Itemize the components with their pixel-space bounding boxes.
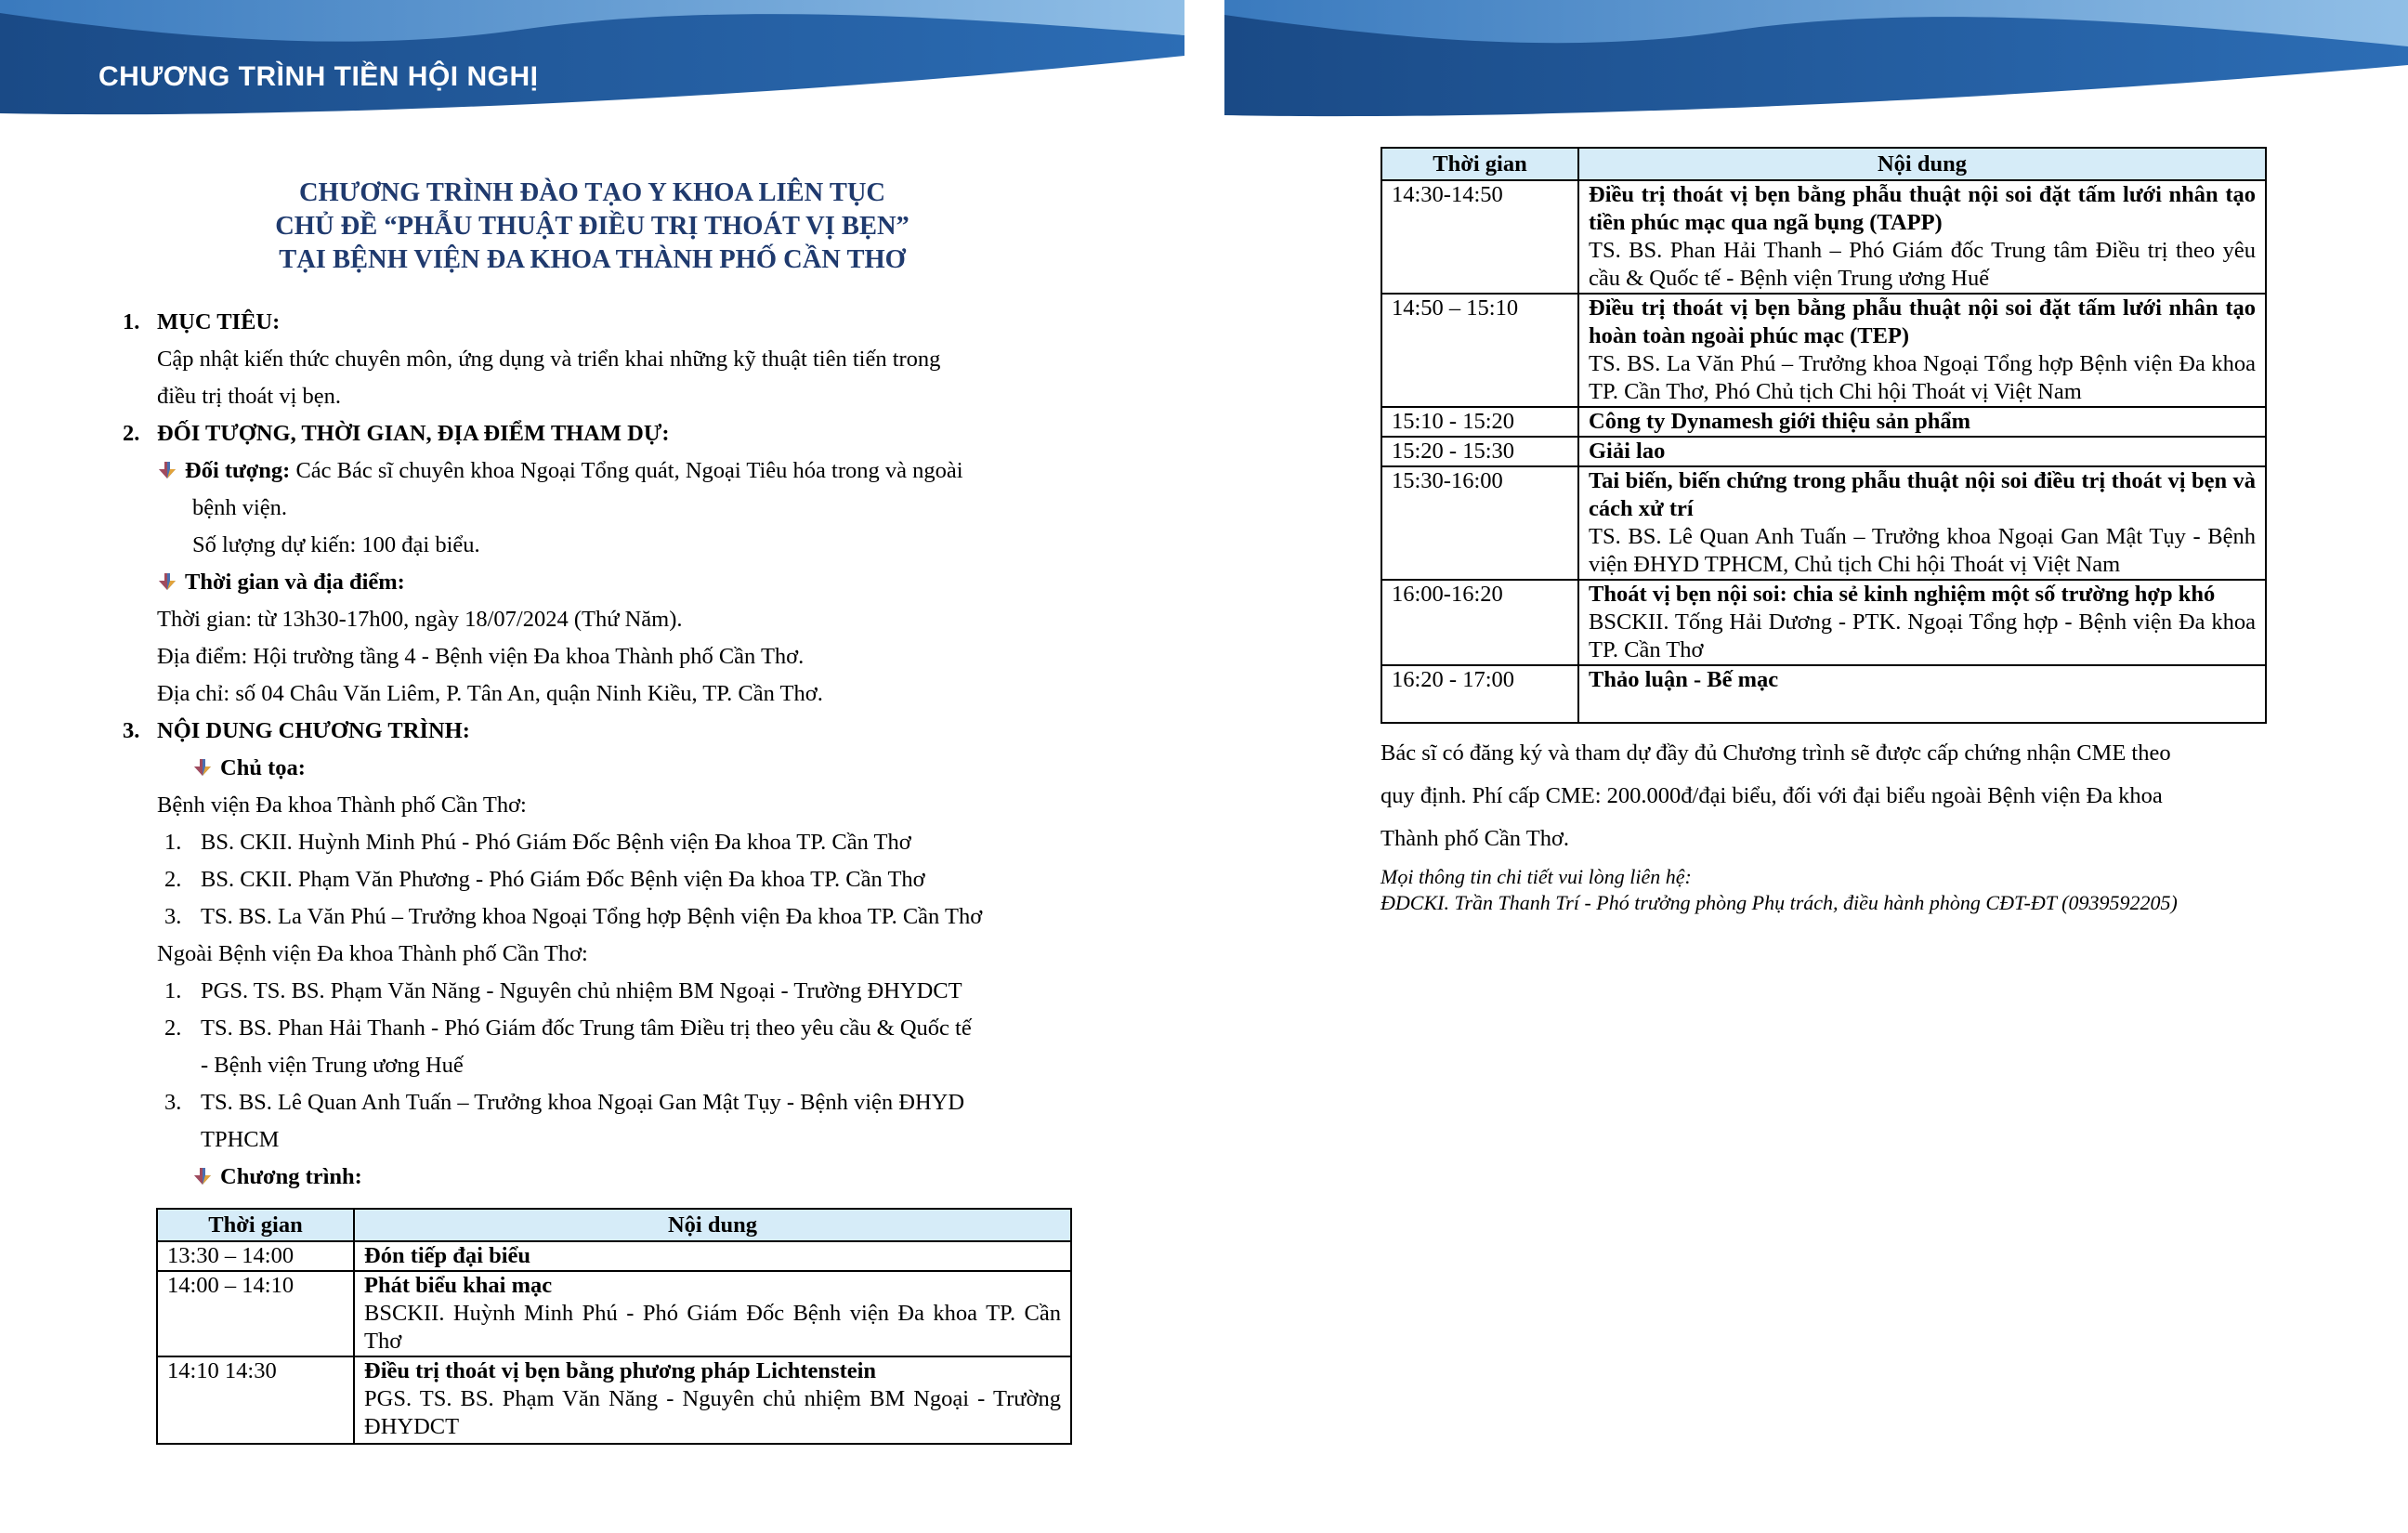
- chair-number: 2.: [164, 1015, 182, 1041]
- table-row: [1381, 180, 2266, 294]
- left-page: [0, 0, 1184, 1533]
- arrow-bullet-icon: [192, 1166, 213, 1186]
- audience-text-line-2: bệnh viện.: [192, 495, 288, 520]
- chair-number: 3.: [164, 1090, 182, 1115]
- row-title: Giải lao: [1589, 439, 1666, 464]
- time-place-label: Thời gian và địa điểm:: [185, 570, 405, 595]
- arrow-bullet-icon: [157, 571, 177, 592]
- title-line-1: CHƯƠNG TRÌNH ĐÀO TẠO Y KHOA LIÊN TỤC: [298, 178, 886, 207]
- chair-number: 1.: [164, 978, 182, 1003]
- chair-name-cont: TPHCM: [201, 1127, 280, 1152]
- section-3-number: 3.: [123, 718, 140, 743]
- chair-number: 2.: [164, 867, 182, 892]
- inside-hospital-label: Bệnh viện Đa khoa Thành phố Cần Thơ:: [157, 793, 527, 818]
- section-1-text-line-2: điều trị thoát vị bẹn.: [157, 384, 341, 409]
- header-banner-right: [1224, 0, 2408, 121]
- table-row: [157, 1241, 1071, 1271]
- banner-title: CHƯƠNG TRÌNH TIỀN HỘI NGHỊ: [98, 61, 539, 92]
- chair-name: BS. CKII. Huỳnh Minh Phú - Phó Giám Đốc Bệnh viện Đa khoa TP. Cần Thơ: [201, 830, 911, 855]
- chair-name: TS. BS. Phan Hải Thanh - Phó Giám đốc Trung tâm Điều trị theo yêu cầu & Quốc tế: [201, 1015, 972, 1041]
- table-row: [157, 1271, 1071, 1356]
- row-content: [1578, 180, 2266, 294]
- chair-name: BS. CKII. Phạm Văn Phương - Phó Giám Đốc Bệnh viện Đa khoa TP. Cần Thơ: [201, 867, 925, 892]
- row-title: Điều trị thoát vị bẹn bằng phẫu thuật nội soi đặt tấm lưới nhân tạo tiền phúc mạc qua ngã bụng (TAPP): [1589, 182, 2256, 235]
- title-line-2: CHỦ ĐỀ “PHẪU THUẬT ĐIỀU TRỊ THOÁT VỊ BẸN”: [275, 212, 910, 241]
- row-content: [1578, 665, 2266, 723]
- table-row: [1381, 294, 2266, 407]
- row-content: [1578, 466, 2266, 580]
- section-1-text-line-1: Cập nhật kiến thức chuyên môn, ứng dụng và triển khai những kỹ thuật tiên tiến trong: [157, 347, 941, 372]
- row-title: Phát biểu khai mạc: [364, 1273, 553, 1298]
- title-line-3: TẠI BỆNH VIỆN ĐA KHOA THÀNH PHỐ CẦN THƠ: [279, 245, 906, 274]
- event-time: Thời gian: từ 13h30-17h00, ngày 18/07/2024 (Thứ Năm).: [157, 607, 683, 632]
- row-detail: TS. BS. Lê Quan Anh Tuấn – Trưởng khoa Ngoại Gan Mật Tụy - Bệnh viện ĐHYD TPHCM, Chủ tịch Chi hội Thoát vị Việt Nam: [1589, 524, 2256, 577]
- program-line: [192, 1159, 362, 1196]
- document-title: [0, 177, 1184, 277]
- expected-attendees: Số lượng dự kiến: 100 đại biểu.: [192, 532, 480, 557]
- row-time: 14:10 14:30: [157, 1356, 354, 1444]
- row-time: 15:30-16:00: [1381, 466, 1578, 580]
- table-row: [1381, 466, 2266, 580]
- event-address: Địa chỉ: số 04 Châu Văn Liêm, P. Tân An, quận Ninh Kiều, TP. Cần Thơ.: [157, 681, 823, 706]
- chair-name: PGS. TS. BS. Phạm Văn Năng - Nguyên chủ nhiệm BM Ngoại - Trường ĐHYDCT: [201, 978, 962, 1003]
- arrow-bullet-icon: [192, 757, 213, 778]
- schedule-table-part-2: [1381, 147, 2267, 724]
- time-place-line: [157, 564, 405, 601]
- row-content: [1578, 407, 2266, 437]
- cme-note-line-3: Thành phố Cần Thơ.: [1381, 826, 1570, 851]
- row-title: Thoát vị bẹn nội soi: chia sẻ kinh nghiệm một số trường hợp khó: [1589, 582, 2216, 607]
- row-detail: PGS. TS. BS. Phạm Văn Năng - Nguyên chủ nhiệm BM Ngoại - Trường ĐHYDCT: [364, 1386, 1061, 1439]
- row-time: 14:50 – 15:10: [1381, 294, 1578, 407]
- section-2-heading: ĐỐI TƯỢNG, THỜI GIAN, ĐỊA ĐIỂM THAM DỰ:: [157, 421, 670, 446]
- row-time: 15:20 - 15:30: [1381, 437, 1578, 466]
- row-content: [1578, 294, 2266, 407]
- section-1-heading: MỤC TIÊU:: [157, 309, 281, 334]
- row-detail: BSCKII. Huỳnh Minh Phú - Phó Giám Đốc Bệnh viện Đa khoa TP. Cần Thơ: [364, 1301, 1061, 1354]
- row-content: [354, 1241, 1071, 1271]
- chair-line: [192, 750, 306, 787]
- table-row: [1381, 580, 2266, 665]
- section-2-number: 2.: [123, 421, 140, 446]
- header-time: Thời gian: [1381, 148, 1578, 180]
- row-time: 16:00-16:20: [1381, 580, 1578, 665]
- arrow-bullet-icon: [157, 460, 177, 480]
- chair-number: 3.: [164, 904, 182, 929]
- row-title: Thảo luận - Bế mạc: [1589, 667, 1779, 692]
- header-banner-left: [0, 0, 1184, 121]
- table-row: [1381, 407, 2266, 437]
- row-detail: TS. BS. Phan Hải Thanh – Phó Giám đốc Trung tâm Điều trị theo yêu cầu & Quốc tế - Bệnh viện Trung ương Huế: [1589, 238, 2256, 291]
- program-label: Chương trình:: [220, 1164, 362, 1189]
- row-time: 14:30-14:50: [1381, 180, 1578, 294]
- row-title: Tai biến, biến chứng trong phẫu thuật nội soi điều trị thoát vị bẹn và cách xử trí: [1589, 468, 2256, 521]
- chair-name: TS. BS. La Văn Phú – Trưởng khoa Ngoại Tổng hợp Bệnh viện Đa khoa TP. Cần Thơ: [201, 904, 983, 929]
- outside-hospital-label: Ngoài Bệnh viện Đa khoa Thành phố Cần Thơ:: [157, 941, 588, 966]
- table-header-row: [157, 1209, 1071, 1241]
- cme-note-line-1: Bác sĩ có đăng ký và tham dự đầy đủ Chương trình sẽ được cấp chứng nhận CME theo: [1381, 740, 2171, 766]
- row-time: 14:00 – 14:10: [157, 1271, 354, 1356]
- header-time: Thời gian: [157, 1209, 354, 1241]
- schedule-table-part-1: [156, 1208, 1072, 1445]
- section-1-number: 1.: [123, 309, 140, 334]
- chair-number: 1.: [164, 830, 182, 855]
- row-content: [1578, 437, 2266, 466]
- chair-name-cont: - Bệnh viện Trung ương Huế: [201, 1053, 464, 1078]
- audience-line: [157, 452, 963, 490]
- row-content: [1578, 580, 2266, 665]
- right-page: [1224, 0, 2408, 1533]
- row-title: Điều trị thoát vị bẹn bằng phẫu thuật nội soi đặt tấm lưới nhân tạo hoàn toàn ngoài phúc mạc (TEP): [1589, 295, 2256, 348]
- event-venue: Địa điểm: Hội trường tầng 4 - Bệnh viện Đa khoa Thành phố Cần Thơ.: [157, 644, 805, 669]
- section-3-heading: NỘI DUNG CHƯƠNG TRÌNH:: [157, 718, 470, 743]
- chair-label: Chủ tọa:: [220, 755, 306, 780]
- cme-note-line-2: quy định. Phí cấp CME: 200.000đ/đại biểu, đối với đại biểu ngoài Bệnh viện Đa khoa: [1381, 783, 2163, 808]
- audience-text: Các Bác sĩ chuyên khoa Ngoại Tổng quát, Ngoại Tiêu hóa trong và ngoài: [290, 458, 963, 483]
- row-time: 16:20 - 17:00: [1381, 665, 1578, 723]
- header-content: Nội dung: [1578, 148, 2266, 180]
- row-detail: BSCKII. Tống Hải Dương - PTK. Ngoại Tổng hợp - Bệnh viện Đa khoa TP. Cần Thơ: [1589, 609, 2256, 662]
- contact-person: ĐDCKI. Trần Thanh Trí - Phó trưởng phòng Phụ trách, điều hành phòng CĐT-ĐT (0939592205): [1381, 891, 2178, 914]
- row-time: 13:30 – 14:00: [157, 1241, 354, 1271]
- row-content: [354, 1271, 1071, 1356]
- row-content: [354, 1356, 1071, 1444]
- table-row: [157, 1356, 1071, 1444]
- chair-name: TS. BS. Lê Quan Anh Tuấn – Trưởng khoa Ngoại Gan Mật Tụy - Bệnh viện ĐHYD: [201, 1090, 965, 1115]
- audience-label: Đối tượng:: [185, 458, 291, 483]
- row-detail: TS. BS. La Văn Phú – Trưởng khoa Ngoại Tổng hợp Bệnh viện Đa khoa TP. Cần Thơ, Phó Chủ tịch Chi hội Thoát vị Việt Nam: [1589, 351, 2256, 404]
- header-content: Nội dung: [354, 1209, 1071, 1241]
- row-time: 15:10 - 15:20: [1381, 407, 1578, 437]
- table-header-row: [1381, 148, 2266, 180]
- contact-intro: Mọi thông tin chi tiết vui lòng liên hệ:: [1381, 865, 1692, 888]
- row-title: Điều trị thoát vị bẹn bằng phương pháp Lichtenstein: [364, 1358, 877, 1383]
- row-title: Đón tiếp đại biểu: [364, 1243, 531, 1268]
- row-title: Công ty Dynamesh giới thiệu sản phẩm: [1589, 409, 1971, 434]
- table-row: [1381, 665, 2266, 723]
- table-row: [1381, 437, 2266, 466]
